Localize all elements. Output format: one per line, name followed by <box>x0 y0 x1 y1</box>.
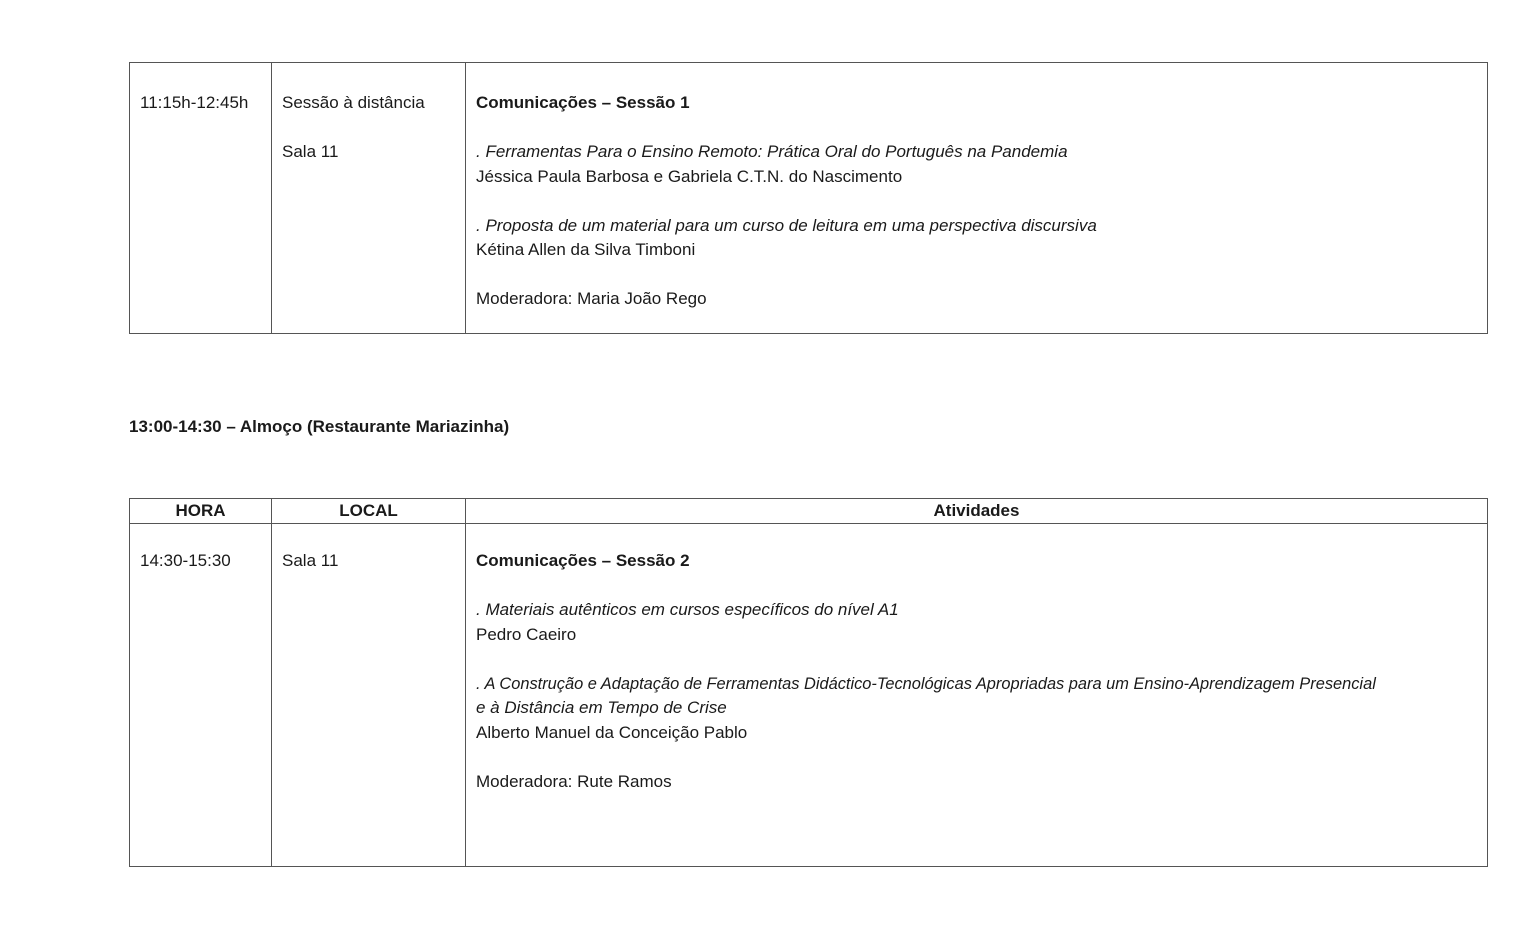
session-1-time-cell <box>130 63 272 334</box>
session-1-talk-2-title: . Proposta de um material para um curso de leitura em uma perspectiva discursiva <box>476 215 1097 235</box>
session-1-talk-1-title: . Ferramentas Para o Ensino Remoto: Prática Oral do Português na Pandemia <box>476 142 1068 161</box>
session-2-talk-2-authors: Alberto Manuel da Conceição Pablo <box>476 722 748 742</box>
session-2-room: Sala 11 <box>282 551 339 570</box>
session-2-talk-1-title: . Materiais autênticos em cursos específicos do nível A1 <box>476 600 899 619</box>
header-local: LOCAL <box>272 499 466 524</box>
session-1-location-cell <box>272 63 466 334</box>
session-2-talk-1-authors: Pedro Caeiro <box>476 624 577 644</box>
table-header-row <box>130 499 1488 524</box>
session-1-room: Sala 11 <box>282 142 339 161</box>
session-2-time-cell <box>130 524 272 867</box>
lunch-break-heading: 13:00-14:30 – Almoço (Restaurante Mariazinha) <box>129 417 510 436</box>
session-1-location-mode: Sessão à distância <box>282 93 425 112</box>
session-1-talk-2-authors: Kétina Allen da Silva Timboni <box>476 240 696 259</box>
header-hora: HORA <box>130 499 272 524</box>
session-1-table <box>129 62 1488 334</box>
session-2-moderator: Moderadora: Rute Ramos <box>476 771 672 791</box>
session-1-row <box>130 63 1488 334</box>
header-atividades: Atividades <box>466 499 1488 524</box>
session-1-talk-1-authors: Jéssica Paula Barbosa e Gabriela C.T.N. do Nascimento <box>476 166 903 186</box>
session-2-table <box>129 498 1488 867</box>
session-2-talk-2-title-line-2: e à Distância em Tempo de Crise <box>476 698 727 717</box>
session-1-time: 11:15h-12:45h <box>140 93 249 112</box>
session-2-location-cell <box>272 524 466 867</box>
session-2-talk-2-title-line-1: . A Construção e Adaptação de Ferramentas Didáctico-Tecnológicas Apropriadas para um Ensino-Aprendizagem Presencial <box>476 674 1376 693</box>
session-2-title: Comunicações – Sessão 2 <box>476 551 690 570</box>
session-2-activities-cell <box>466 524 1488 867</box>
session-1-title: Comunicações – Sessão 1 <box>476 93 690 112</box>
session-2-time: 14:30-15:30 <box>140 551 231 570</box>
session-2-row <box>130 524 1488 867</box>
session-1-activities-cell <box>466 63 1488 334</box>
session-1-moderator: Moderadora: Maria João Rego <box>476 289 707 308</box>
